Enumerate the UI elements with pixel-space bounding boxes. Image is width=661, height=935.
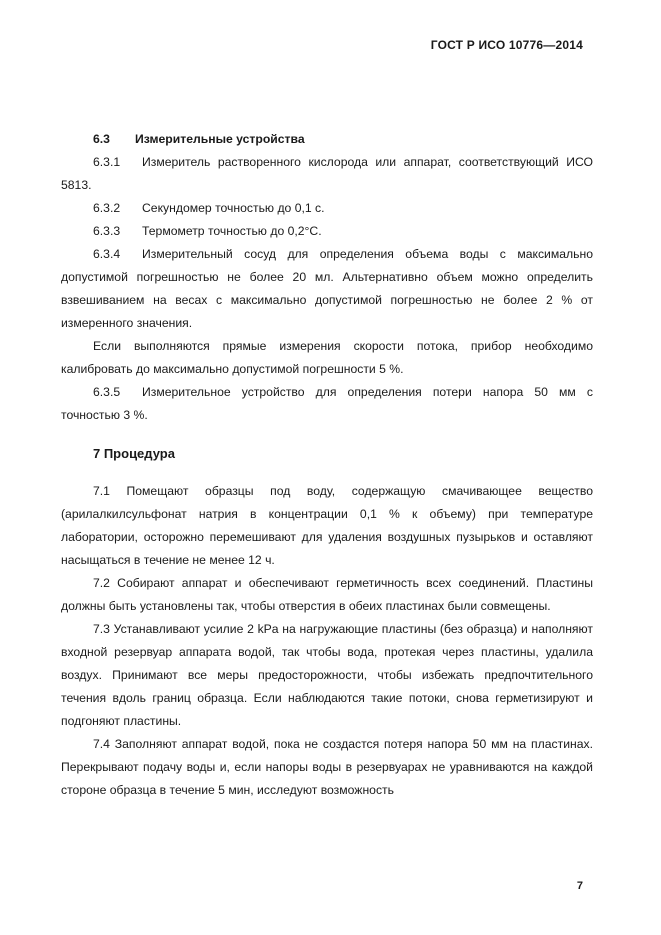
clause-text: Измеритель растворенного кислорода или аппарат, соответствующий ИСО 5813. (61, 155, 593, 192)
paragraph-7-1: 7.1 Помещают образцы под воду, содержащую смачивающее вещество (арилалкилсульфонат натрия в концентрации 0,1 % к объему) при температуре лаборатории, осторожно перемешивают для удаления воздушных пузырьков и оставляют насыщаться в течение не менее 12 ч. (61, 484, 593, 567)
paragraph-7-3: 7.3 Устанавливают усилие 2 kPa на нагружающие пластины (без образца) и наполняют входной резервуар аппарата водой, так чтобы вода, протекая через пластины, удалила воздух. Принимают все меры предосторожности, чтобы избежать предпочтительного течения вдоль границ образца. Если наблюдаются такие потоки, снова герметизируют и подгоняют пластины. (61, 622, 593, 728)
clause-6-3-4 (61, 243, 593, 335)
spacer (61, 427, 593, 442)
section-number: 6.3 (93, 132, 110, 146)
page-number: 7 (576, 880, 583, 892)
paragraph-7-4: 7.4 Заполняют аппарат водой, пока не создастся потеря напора 50 мм на пластинах. Перекрывают подачу воды и, если напоры воды в резервуарах не уравниваются на каждой стороне образца в течение 5 мин, исследуют возможность (61, 737, 593, 797)
clause-text: Измерительный сосуд для определения объема воды с максимально допустимой погрешностью не более 20 мл. Альтернативно объем можно определить взвешиванием на весах с максимально допустимой погрешностью не более 2 % от измеренного значения. (61, 247, 593, 330)
document-code-header: ГОСТ Р ИСО 10776—2014 (430, 38, 583, 52)
clause-number: 6.3.3 (93, 224, 121, 238)
clause-number: 6.3.4 (93, 247, 121, 261)
clause-6-3-2 (61, 197, 593, 220)
clause-number: 6.3.2 (93, 201, 121, 215)
clause-text: Секундомер точностью до 0,1 с. (142, 201, 325, 215)
clause-6-3-5 (61, 381, 593, 427)
section-7-heading: 7 Процедура (93, 446, 175, 461)
clause-text: Термометр точностью до 0,2°C. (142, 224, 322, 238)
clause-text: Если выполняются прямые измерения скорости потока, прибор необходимо калибровать до максимально допустимой погрешности 5 %. (61, 339, 593, 376)
clause-number: 6.3.1 (93, 155, 121, 169)
clause-6-3-4-continuation (61, 335, 593, 381)
clause-6-3-3 (61, 220, 593, 243)
spacer (61, 465, 593, 480)
page-content (61, 128, 593, 802)
clause-text: Измерительное устройство для определения потери напора 50 мм с точностью 3 %. (61, 385, 593, 422)
clause-number: 6.3.5 (93, 385, 121, 399)
paragraph-7-2: 7.2 Собирают аппарат и обеспечивают герметичность всех соединений. Пластины должны быть установлены так, чтобы отверстия в обеих пластинах были совмещены. (61, 576, 593, 613)
section-6-3-heading (61, 128, 593, 151)
clause-6-3-1 (61, 151, 593, 197)
section-title: Измерительные устройства (135, 132, 305, 146)
